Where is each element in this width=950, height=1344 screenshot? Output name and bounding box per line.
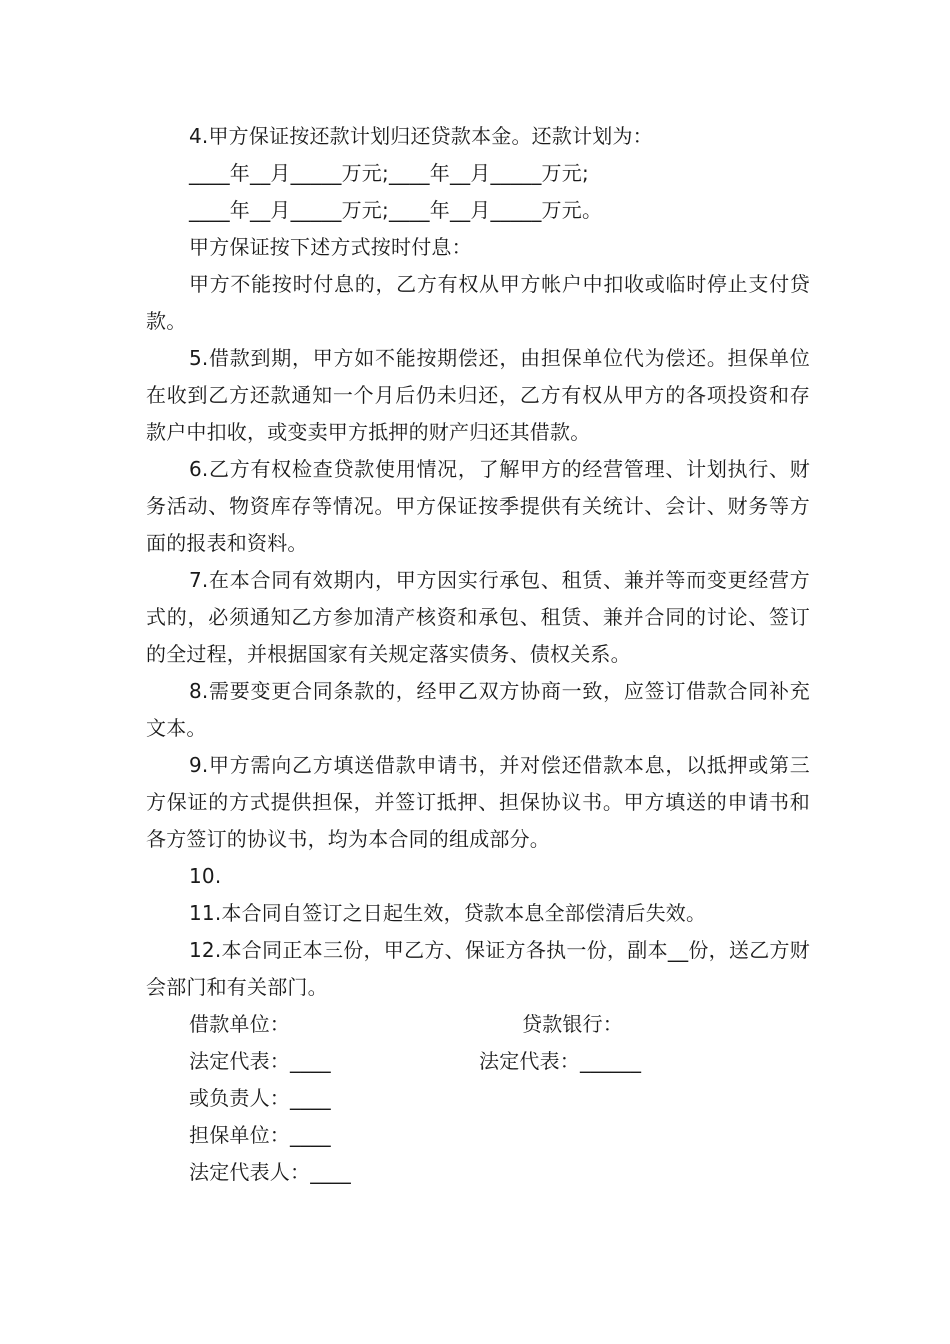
contract-body xyxy=(146,118,810,1191)
signature-row-1 xyxy=(146,1006,810,1043)
borrower-legal-rep: 法定代表：____ xyxy=(189,1049,331,1073)
clause-7: 7.在本合同有效期内，甲方因实行承包、租赁、兼并等而变更经营方式的，必须通知乙方参加清产核资和承包、租赁、兼并合同的讨论、签订的全过程，并根据国家有关规定落实债务、债权关系。 xyxy=(146,568,810,666)
clause-9: 9.甲方需向乙方填送借款申请书，并对偿还借款本息，以抵押或第三方保证的方式提供担保，并签订抵押、担保协议书。甲方填送的申请书和各方签订的协议书，均为本合同的组成部分。 xyxy=(146,753,810,851)
lender-legal-rep: 法定代表：______ xyxy=(479,1049,642,1073)
clause-5: 5.借款到期，甲方如不能按期偿还，由担保单位代为偿还。担保单位在收到乙方还款通知一个月后仍未归还，乙方有权从甲方的各项投资和存款户中扣收，或变卖甲方抵押的财产归还其借款。 xyxy=(146,346,810,444)
signature-row-3 xyxy=(146,1080,810,1117)
interest-payment-clause: 甲方保证按下述方式按时付息： xyxy=(189,235,472,259)
repayment-schedule-line-1: ____年__月_____万元;____年__月_____万元; xyxy=(189,161,589,185)
clause-4: 4.甲方保证按还款计划归还贷款本金。还款计划为： xyxy=(189,124,653,148)
signature-row-4 xyxy=(146,1117,810,1154)
borrower-label: 借款单位： xyxy=(189,1012,290,1036)
guarantor-legal-representative: 法定代表人：____ xyxy=(189,1160,351,1184)
lender-label: 贷款银行： xyxy=(522,1012,623,1036)
signature-row-2 xyxy=(146,1043,810,1080)
signature-row-5 xyxy=(146,1154,810,1191)
clause-8: 8.需要变更合同条款的，经甲乙双方协商一致，应签订借款合同补充文本。 xyxy=(146,679,810,740)
clause-6: 6.乙方有权检查贷款使用情况，了解甲方的经营管理、计划执行、财务活动、物资库存等情况。甲方保证按季提供有关统计、会计、财务等方面的报表和资料。 xyxy=(146,457,810,555)
interest-default-clause: 甲方不能按时付息的，乙方有权从甲方帐户中扣收或临时停止支付贷款。 xyxy=(146,272,810,333)
guarantor-label: 担保单位：____ xyxy=(189,1123,331,1147)
repayment-schedule-line-2: ____年__月_____万元;____年__月_____万元。 xyxy=(189,198,603,222)
responsible-person: 或负责人：____ xyxy=(189,1086,331,1110)
clause-12: 12.本合同正本三份，甲乙方、保证方各执一份，副本__份，送乙方财会部门和有关部门。 xyxy=(146,938,810,999)
clause-10: 10. xyxy=(189,864,222,888)
clause-11: 11.本合同自签订之日起生效，贷款本息全部偿清后失效。 xyxy=(189,901,707,925)
